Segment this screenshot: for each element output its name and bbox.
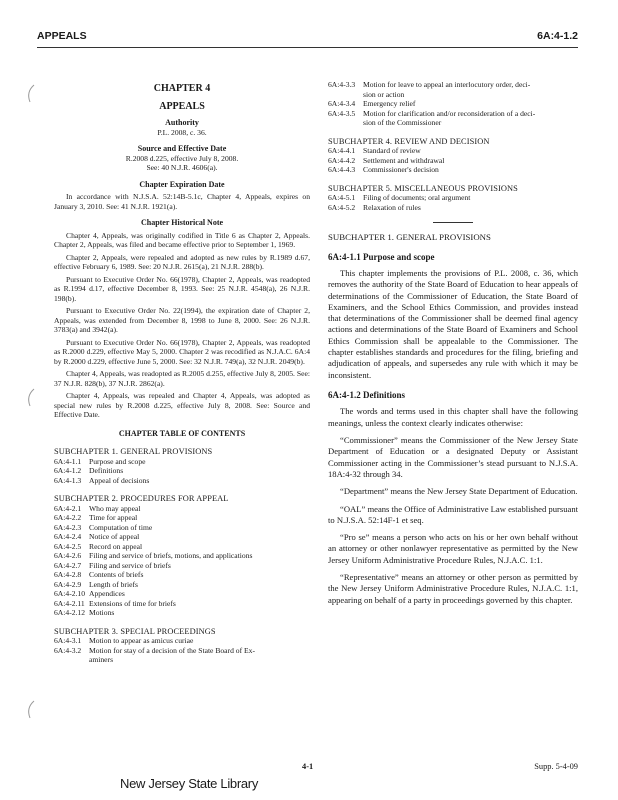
- toc-subchapter: SUBCHAPTER 1. GENERAL PROVISIONS: [54, 447, 213, 456]
- history-paragraph: Pursuant to Executive Order No. 22(1994), the expiration date of Chapter 2, Appeals, was extended from December 8, 1998 to June 8, 2000. See: 26 N.J.R. 3783(a) and 3942(a).: [54, 306, 310, 334]
- toc-item[interactable]: 6A:4-2.3 Computation of time: [54, 522, 153, 532]
- running-header: [37, 30, 578, 44]
- source-heading: Source and Effective Date: [137, 144, 227, 153]
- library-watermark: New Jersey State Library: [120, 776, 259, 791]
- authority-text: P.L. 2008, c. 36.: [157, 127, 207, 137]
- header-section: 6A:4-1.2: [537, 30, 578, 42]
- binding-mark-icon: [24, 700, 40, 720]
- toc-item[interactable]: 6A:4-3.2 Motion for stay of a decision of the State Board of Ex-: [54, 645, 255, 655]
- toc-item[interactable]: 6A:4-2.2 Time for appeal: [54, 513, 138, 522]
- toc-item[interactable]: 6A:4-4.1 Standard of review: [328, 146, 421, 155]
- toc-item[interactable]: 6A:4-2.6 Filing and service of briefs, motions, and applications: [54, 551, 253, 560]
- section-divider: [433, 222, 473, 223]
- section-paragraph: The words and terms used in this chapter shall have the following meanings, unless the context clearly indicates otherwise:: [328, 406, 578, 428]
- toc-item[interactable]: 6A:4-2.4 Notice of appeal: [54, 532, 140, 541]
- definition-paragraph: “Pro se” means a person who acts on his or her own behalf without an attorney or other nonlawyer representative as permitted by the New Jersey Uniform Administrative Procedure Rules, N.J.A.C. 1:1.: [328, 532, 578, 565]
- history-paragraph: Pursuant to Executive Order No. 66(1978), Chapter 2, Appeals, was readopted as R.1994 d.17, effective December 8, 1993. See: 25 N.J.R. 4548(a), 26 N.J.R. 198(b).: [54, 274, 310, 303]
- toc-subchapter: SUBCHAPTER 5. MISCELLANEOUS PROVISIONS: [328, 183, 518, 193]
- definition-paragraph: “Representative” means an attorney or other person as permitted by the New Jersey Uniform Administrative Procedure Rules, N.J.A.C. 1:1, appearing on behalf of a party in proceedings governed by this chapter.: [328, 572, 578, 605]
- toc-item[interactable]: 6A:4-5.1 Filing of documents; oral argument: [328, 193, 471, 202]
- toc-item[interactable]: 6A:4-2.12 Motions: [54, 608, 115, 617]
- history-paragraph: Chapter 4, Appeals, was repealed and Chapter 4, Appeals, was adopted as special new rules by R.2008 d.225, effective July 8, 2008. See: Source and Effective Date.: [54, 391, 310, 419]
- section-heading: 6A:4-1.2 Definitions: [328, 389, 405, 400]
- chapter-number: CHAPTER 4: [153, 83, 211, 94]
- history-heading: Chapter Historical Note: [140, 218, 224, 227]
- toc-item[interactable]: 6A:4-3.5 Motion for clarification and/or reconsideration of a deci-: [328, 108, 536, 118]
- authority-heading: Authority: [165, 118, 199, 127]
- chapter-title: APPEALS: [159, 100, 205, 112]
- subchapter-heading: SUBCHAPTER 1. GENERAL PROVISIONS: [328, 232, 491, 242]
- toc-item[interactable]: 6A:4-2.11 Extensions of time for briefs: [54, 598, 176, 608]
- toc-item-continuation: sion or action: [363, 89, 405, 99]
- toc-subchapter: SUBCHAPTER 3. SPECIAL PROCEEDINGS: [54, 626, 216, 636]
- toc-item[interactable]: 6A:4-1.2 Definitions: [54, 466, 124, 475]
- section-heading: 6A:4-1.1 Purpose and scope: [328, 251, 435, 262]
- section-paragraph: This chapter implements the provisions of P.L. 2008, c. 36, which removes the authority of the State Board of Education to hear appeals of determinations of the Commissioner of Education, the State Board of Examiners, and the School Ethics Commission, and provides instead that determinations of the Commissioner shall be deemed final agency actions and determinations of the State Board of Examiners and School Ethics Commission shall be appealable to the Commissioner. The chapter establishes standards and procedures for the filing, briefing and adjudication of appeals, and supersedes any rule with which it may be inconsistent.: [328, 268, 578, 380]
- left-column: [54, 80, 310, 665]
- toc-subchapter: SUBCHAPTER 4. REVIEW AND DECISION: [328, 136, 490, 146]
- history-paragraph: Pursuant to Executive Order No. 66(1978), Chapter 2, Appeals, was readopted as R.2000 d.229, effective May 5, 2000. Chapter 2 was recodified as N.J.A.C. 6A:4 by R.2000 d.229, effective June 5, 2000. See: 32 N.J.R. 749(a), 32 N.J.R. 2049(b).: [54, 337, 310, 366]
- toc-item[interactable]: 6A:4-4.3 Commissioner's decision: [328, 165, 439, 174]
- toc-item[interactable]: 6A:4-2.7 Filing and service of briefs: [54, 560, 171, 570]
- toc-item[interactable]: 6A:4-1.3 Appeal of decisions: [54, 475, 150, 485]
- toc-item[interactable]: 6A:4-3.1 Motion to appear as amicus curiae: [54, 636, 194, 645]
- header-rule: [37, 47, 578, 48]
- toc-item[interactable]: 6A:4-1.1 Purpose and scope: [54, 456, 146, 466]
- toc-item-continuation: sion of the Commissioner: [363, 118, 442, 127]
- definition-paragraph: “OAL” means the Office of Administrative Law established pursuant to N.J.S.A. 52:14F-1 et seq.: [328, 503, 579, 525]
- page-number: 4-1: [302, 762, 314, 771]
- toc-item[interactable]: 6A:4-2.10 Appendices: [54, 589, 125, 598]
- toc-item[interactable]: 6A:4-2.5 Record on appeal: [54, 541, 143, 551]
- source-text: R.2008 d.225, effective July 8, 2008.: [125, 153, 239, 163]
- toc-item[interactable]: 6A:4-5.2 Relaxation of rules: [328, 202, 421, 212]
- right-column: [328, 80, 578, 606]
- toc-item[interactable]: 6A:4-2.1 Who may appeal: [54, 503, 141, 513]
- binding-mark-icon: [24, 84, 40, 104]
- toc-item-continuation: aminers: [89, 655, 114, 664]
- toc-item[interactable]: 6A:4-3.3 Motion for leave to appeal an interlocutory order, deci-: [328, 80, 531, 89]
- toc-heading: CHAPTER TABLE OF CONTENTS: [118, 428, 246, 438]
- toc-item[interactable]: 6A:4-2.9 Length of briefs: [54, 579, 138, 589]
- toc-subchapter: SUBCHAPTER 2. PROCEDURES FOR APPEAL: [54, 494, 229, 503]
- header-title: APPEALS: [37, 30, 87, 42]
- history-paragraph: Chapter 4, Appeals, was readopted as R.2005 d.255, effective July 8, 2005. See: 37 N.J.R. 828(b), 37 N.J.R. 2862(a).: [54, 369, 310, 388]
- source-text: See: 40 N.J.R. 4606(a).: [146, 163, 218, 172]
- toc-item[interactable]: 6A:4-4.2 Settlement and withdrawal: [328, 155, 445, 165]
- history-paragraph: Chapter 4, Appeals, was originally codified in Title 6 as Chapter 2, Appeals. Chapter 2, Appeals, was filed and became effective prior to September 1, 1969.: [54, 230, 310, 249]
- definition-paragraph: “Department” means the New Jersey State Department of Education.: [340, 486, 578, 497]
- toc-item[interactable]: 6A:4-2.8 Contents of briefs: [54, 570, 144, 579]
- binding-mark-icon: [24, 388, 40, 408]
- expiration-heading: Chapter Expiration Date: [139, 179, 225, 189]
- history-paragraph: Chapter 2, Appeals, were repealed and adopted as new rules by R.1989 d.67, effective February 6, 1989. See: 20 N.J.R. 2615(a), 21 N.J.R. 288(b).: [54, 252, 310, 271]
- toc-item[interactable]: 6A:4-3.4 Emergency relief: [328, 99, 416, 108]
- supplement-date: Supp. 5-4-09: [534, 762, 578, 771]
- expiration-text: In accordance with N.J.S.A. 52:14B-5.1c, Chapter 4, Appeals, expires on January 3, 2010. See: 41 N.J.R. 1921(a).: [54, 192, 310, 211]
- definition-paragraph: “Commissioner” means the Commissioner of the New Jersey State Department of Education or a designated Deputy or Assistant Commissioner acting in the Commissioner’s stead pursuant to N.J.S.A. 18A:4-32 through 34.: [328, 435, 578, 479]
